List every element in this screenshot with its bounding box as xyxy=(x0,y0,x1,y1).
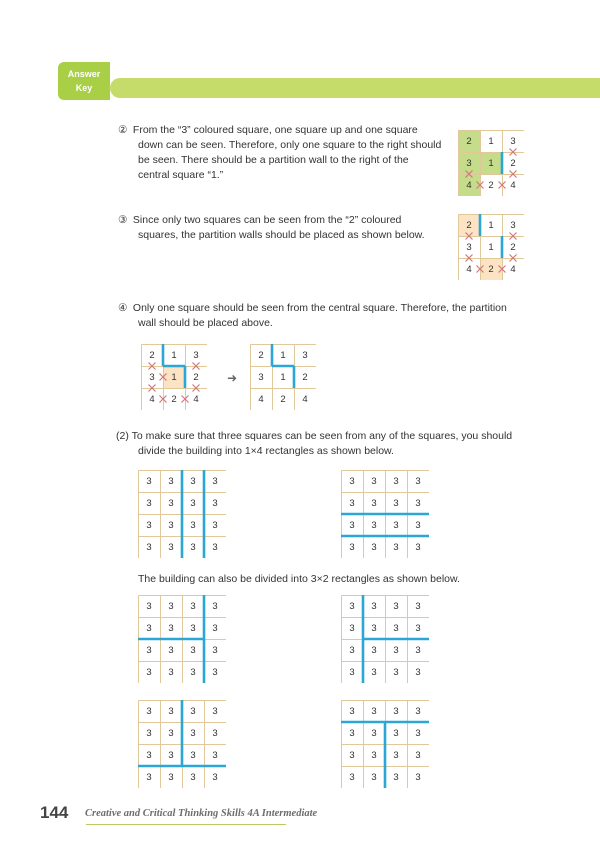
grid-cell: 3 xyxy=(415,519,421,531)
grid-cell: 3 xyxy=(349,666,355,678)
answer-key-tab xyxy=(58,62,110,100)
grid-cell: 3 xyxy=(458,152,480,174)
grid-cell: 3 xyxy=(393,771,399,783)
grid-cell: 3 xyxy=(168,497,174,509)
grid-3x2-b xyxy=(341,595,429,683)
grid-cell: 4 xyxy=(510,179,516,191)
grid-cell: 4 xyxy=(466,263,472,275)
section-2-number: ② xyxy=(118,124,128,136)
section-4-text xyxy=(118,301,538,331)
section-2-line: central square “1.” xyxy=(138,169,224,181)
part-2-line: To make sure that three squares can be seen from any of the squares, you should xyxy=(131,430,513,442)
book-title: Creative and Critical Thinking Skills 4A Intermediate xyxy=(85,808,318,819)
grid-cell: 3 xyxy=(371,475,377,487)
grid-cell: 3 xyxy=(349,771,355,783)
grid-cell: 3 xyxy=(349,497,355,509)
grid-3x2-a xyxy=(138,595,226,683)
grid-cell: 3 xyxy=(146,771,152,783)
grid-cell: 3 xyxy=(415,497,421,509)
grid-cell: 3 xyxy=(168,666,174,678)
grid-cell: 2 xyxy=(258,349,264,361)
grid-cell: 3 xyxy=(146,622,152,634)
grid-cell: 3 xyxy=(212,771,218,783)
grid-cell: 3 xyxy=(371,727,377,739)
grid-cell: 3 xyxy=(349,622,355,634)
grid-cell: 3 xyxy=(302,349,308,361)
grid-cell: 1 xyxy=(280,371,286,383)
grid-cell: 1 xyxy=(163,366,185,388)
grid-cell: 3 xyxy=(149,371,155,383)
grid-cell: 3 xyxy=(415,644,421,656)
grid-cell: 2 xyxy=(149,349,155,361)
grid-cell: 3 xyxy=(371,600,377,612)
section-3-line: squares, the partition walls should be placed as shown below. xyxy=(138,229,425,241)
grid-cell: 1 xyxy=(488,135,494,147)
grid-cell: 3 xyxy=(168,727,174,739)
grid-cell: 3 xyxy=(146,727,152,739)
grid-cell: 3 xyxy=(168,705,174,717)
grid-cell: 3 xyxy=(349,644,355,656)
grid-cell: 3 xyxy=(393,644,399,656)
grid-cell: 3 xyxy=(168,475,174,487)
header-bar xyxy=(110,78,600,98)
grid-cell: 3 xyxy=(190,644,196,656)
grid-cell: 3 xyxy=(212,644,218,656)
grid-cell: 2 xyxy=(510,241,516,253)
grid-cell: 3 xyxy=(371,771,377,783)
grid-cell: 3 xyxy=(393,519,399,531)
grid-cell: 3 xyxy=(146,705,152,717)
grid-cell: 3 xyxy=(415,666,421,678)
grid-cell: 3 xyxy=(146,749,152,761)
grid-cell: 3 xyxy=(212,622,218,634)
section-4-number: ④ xyxy=(118,302,128,314)
grid-cell: 3 xyxy=(415,475,421,487)
grid-cell: 3 xyxy=(146,666,152,678)
grid-cell: 4 xyxy=(458,174,480,196)
grid-cell: 3 xyxy=(371,666,377,678)
grid-cell: 3 xyxy=(146,600,152,612)
grid-cell: 4 xyxy=(193,393,199,405)
grid-cell: 3 xyxy=(212,749,218,761)
grid-cell: 3 xyxy=(190,600,196,612)
grid-cell: 2 xyxy=(193,371,199,383)
grid-cell: 3 xyxy=(190,519,196,531)
grid-section-2 xyxy=(458,130,524,196)
grid-cell: 3 xyxy=(349,600,355,612)
grid-cell: 1 xyxy=(171,349,177,361)
section-3-text xyxy=(118,213,448,243)
grid-cell: 3 xyxy=(393,749,399,761)
section-2-text xyxy=(118,123,448,183)
grid-cell: 3 xyxy=(212,600,218,612)
section-3-number: ③ xyxy=(118,214,128,226)
grid-cell: 3 xyxy=(415,600,421,612)
grid-cell: 2 xyxy=(458,130,480,152)
grid-cell: 3 xyxy=(190,727,196,739)
answer-key-tab-line1: Answer xyxy=(67,69,101,79)
grid-cell: 3 xyxy=(168,749,174,761)
grid-cell: 3 xyxy=(146,497,152,509)
section-3-line: Since only two squares can be seen from the “2” coloured xyxy=(132,214,402,226)
grid-cell: 3 xyxy=(415,705,421,717)
grid-cell: 2 xyxy=(510,157,516,169)
grid-cell: 3 xyxy=(510,219,516,231)
grid-cell: 3 xyxy=(168,541,174,553)
grid-cell: 3 xyxy=(349,541,355,553)
grid-cell: 3 xyxy=(193,349,199,361)
grid-cell: 3 xyxy=(190,475,196,487)
grid-cell: 3 xyxy=(212,497,218,509)
grid-cell: 3 xyxy=(371,644,377,656)
section-2-line: down can be seen. Therefore, only one square to the right should xyxy=(138,139,442,151)
grid-section-4-after xyxy=(250,344,316,410)
section-2-line: be seen. There should be a partition wall to the right of the xyxy=(138,154,409,166)
grid-cell: 3 xyxy=(371,622,377,634)
grid-cell: 3 xyxy=(349,705,355,717)
grid-cell: 3 xyxy=(146,541,152,553)
grid-cell: 3 xyxy=(371,497,377,509)
grid-cell: 4 xyxy=(510,263,516,275)
grid-cell: 4 xyxy=(258,393,264,405)
grid-cell: 3 xyxy=(466,241,472,253)
arrow-icon: ➜ xyxy=(227,371,238,385)
grid-cell: 3 xyxy=(146,519,152,531)
grid-cell: 3 xyxy=(190,622,196,634)
part-2-also-text: The building can also be divided into 3×2 rectangles as shown below. xyxy=(138,573,460,585)
grid-cell: 3 xyxy=(415,749,421,761)
grid-cell: 3 xyxy=(168,644,174,656)
grid-cell: 4 xyxy=(149,393,155,405)
grid-cell: 3 xyxy=(393,600,399,612)
grid-cell: 3 xyxy=(393,497,399,509)
grid-cell: 3 xyxy=(393,541,399,553)
grid-section-4-before xyxy=(141,344,207,410)
section-2-line: From the “3” coloured square, one square up and one square xyxy=(132,124,418,136)
grid-3x2-c xyxy=(138,700,226,788)
grid-cell: 3 xyxy=(212,705,218,717)
grid-cell: 3 xyxy=(415,622,421,634)
grid-cell: 3 xyxy=(349,519,355,531)
grid-cell: 2 xyxy=(171,393,177,405)
grid-cell: 3 xyxy=(415,771,421,783)
grid-cell: 3 xyxy=(190,497,196,509)
page-number: 144 xyxy=(40,803,69,822)
grid-cell: 3 xyxy=(393,475,399,487)
grid-1x4-horizontal xyxy=(341,470,429,558)
grid-cell: 3 xyxy=(212,541,218,553)
grid-cell: 3 xyxy=(415,541,421,553)
part-2-text xyxy=(116,429,536,459)
grid-cell: 2 xyxy=(280,393,286,405)
grid-cell: 3 xyxy=(212,666,218,678)
grid-cell: 3 xyxy=(510,135,516,147)
section-4-line: Only one square should be seen from the central square. Therefore, the partition xyxy=(132,302,507,314)
grid-cell: 3 xyxy=(212,727,218,739)
grid-cell: 2 xyxy=(302,371,308,383)
grid-cell: 3 xyxy=(371,541,377,553)
grid-cell: 1 xyxy=(488,219,494,231)
grid-cell: 3 xyxy=(349,727,355,739)
grid-cell: 3 xyxy=(349,749,355,761)
part-2-label: (2) xyxy=(116,430,129,442)
grid-cell: 3 xyxy=(146,475,152,487)
grid-cell: 3 xyxy=(258,371,264,383)
grid-cell: 3 xyxy=(168,771,174,783)
grid-cell: 3 xyxy=(415,727,421,739)
grid-cell: 3 xyxy=(190,771,196,783)
grid-3x2-d xyxy=(341,700,429,788)
grid-1x4-vertical xyxy=(138,470,226,558)
grid-cell: 2 xyxy=(488,179,494,191)
grid-cell: 3 xyxy=(393,727,399,739)
grid-cell: 3 xyxy=(190,749,196,761)
grid-section-3 xyxy=(458,214,524,280)
grid-cell: 3 xyxy=(190,705,196,717)
grid-cell: 3 xyxy=(146,644,152,656)
grid-cell: 3 xyxy=(371,519,377,531)
grid-cell: 3 xyxy=(212,519,218,531)
grid-cell: 4 xyxy=(302,393,308,405)
grid-cell: 3 xyxy=(349,475,355,487)
grid-cell: 2 xyxy=(458,214,480,236)
grid-cell: 3 xyxy=(371,749,377,761)
grid-cell: 1 xyxy=(280,349,286,361)
grid-cell: 3 xyxy=(168,519,174,531)
section-4-line: wall should be placed above. xyxy=(138,317,273,329)
grid-cell: 1 xyxy=(480,152,502,174)
grid-cell: 3 xyxy=(190,541,196,553)
grid-cell: 3 xyxy=(190,666,196,678)
grid-cell: 1 xyxy=(488,241,494,253)
grid-cell: 3 xyxy=(168,622,174,634)
grid-cell: 2 xyxy=(480,258,502,280)
grid-cell: 3 xyxy=(393,705,399,717)
grid-cell: 3 xyxy=(393,666,399,678)
grid-cell: 3 xyxy=(393,622,399,634)
grid-cell: 3 xyxy=(212,475,218,487)
answer-key-tab-line2: Key xyxy=(75,83,93,93)
part-2-line: divide the building into 1×4 rectangles as shown below. xyxy=(138,445,394,457)
footer-rule xyxy=(86,824,286,825)
grid-cell: 3 xyxy=(371,705,377,717)
grid-cell: 3 xyxy=(168,600,174,612)
